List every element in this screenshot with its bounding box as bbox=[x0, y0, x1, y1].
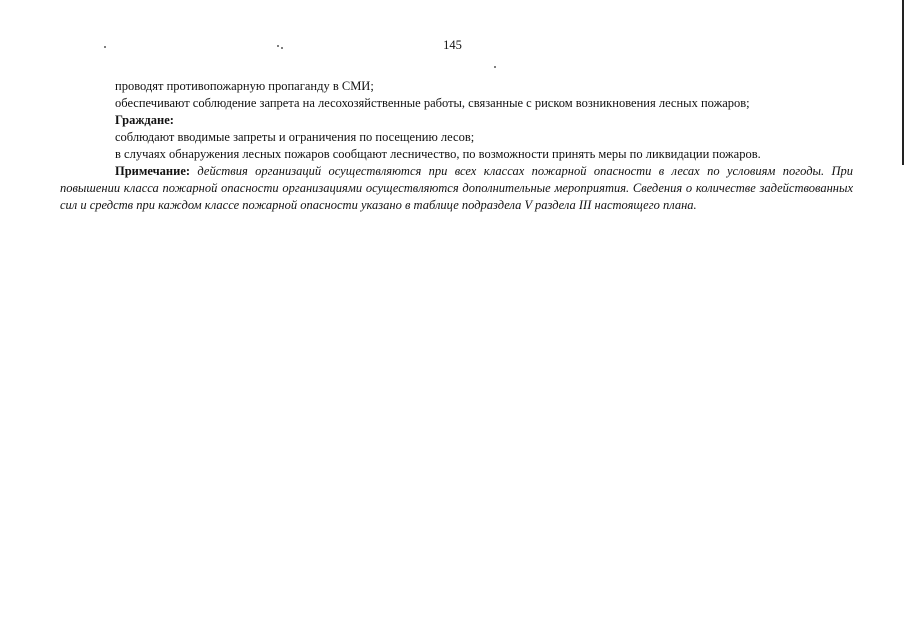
scan-speck bbox=[494, 66, 496, 68]
paragraph-propaganda: проводят противопожарную пропаганду в СМИ; bbox=[115, 79, 374, 93]
citizens-heading: Граждане: bbox=[115, 113, 174, 127]
note-text: действия организаций осуществляются при всех классах пожарной опасности в лесах по условиям погоды. При повышении класса пожарной опасности организациями осуществляются дополнительные мероприятия. Сведения о количестве задействованных сил и средств при каждом классе пожарной опасности указано в таблице подраздела V раздела III настоящего плана. bbox=[60, 164, 854, 212]
note-label: Примечание: bbox=[115, 164, 191, 178]
paragraph-fire-reporting: в случаях обнаружения лесных пожаров сообщают лесничество, по возможности принять меры по ликвидации пожаров. bbox=[115, 147, 761, 161]
document-body bbox=[60, 78, 853, 214]
page-number: 145 bbox=[443, 38, 462, 52]
scan-edge-line bbox=[902, 0, 904, 165]
paragraph-logging-ban: обеспечивают соблюдение запрета на лесохозяйственные работы, связанные с риском возникновения лесных пожаров; bbox=[115, 96, 750, 110]
paragraph-forest-visits: соблюдают вводимые запреты и ограничения по посещению лесов; bbox=[115, 130, 475, 144]
note-paragraph bbox=[60, 163, 853, 214]
